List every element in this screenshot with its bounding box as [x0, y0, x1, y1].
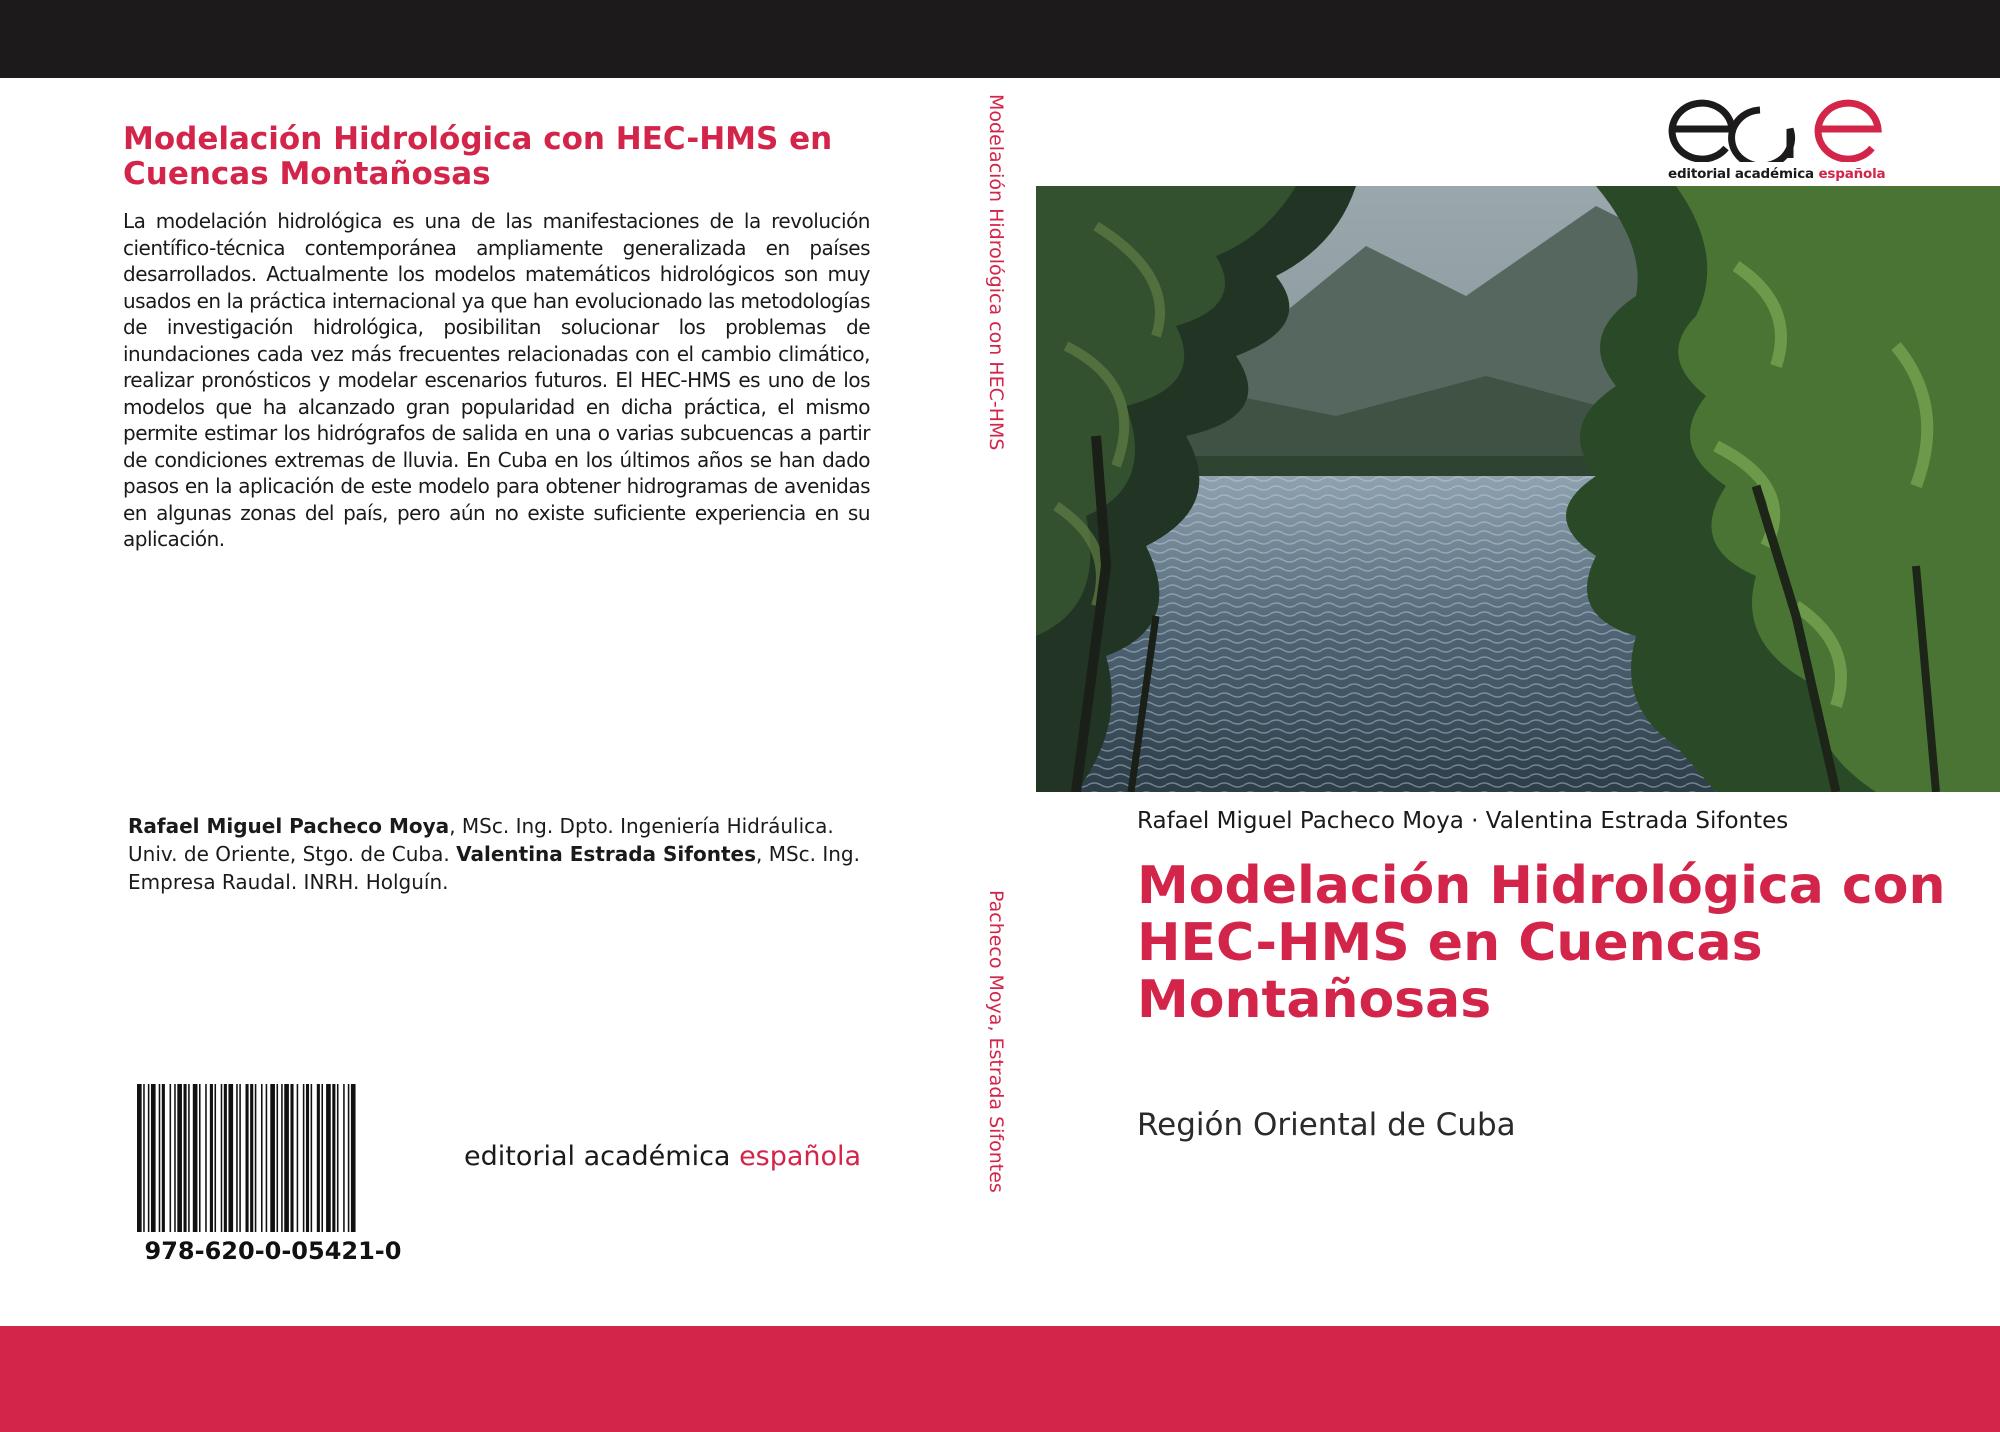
publisher-name-accent: española — [739, 1141, 862, 1172]
cover-photo-lake — [1036, 186, 2000, 792]
spine-authors: Pacheco Moya, Estrada Sifontes — [985, 890, 1007, 1193]
back-cover-publisher — [464, 1140, 874, 1174]
back-cover-author-bio — [128, 812, 868, 896]
front-cover-authors: Rafael Miguel Pacheco Moya · Valentina Estrada Sifontes — [1137, 808, 1789, 834]
author2-affiliation: , MSc. Ing. Empresa Raudal. INRH. Holguín. — [128, 842, 860, 894]
author2-name: Valentina Estrada Sifontes — [456, 842, 756, 866]
back-cover-description: La modelación hidrológica es una de las manifestaciones de la revolución científico-técnica contemporánea ampliamente generalizada en países desarrollados. Actualmente los modelos matemáticos hidrológicos son muy usados en la práctica internacional ya que han evolucionado las metodologías de investigación hidrológica, posibilitan solucionar los problemas de inundaciones cada vez más frecuentes relacionadas con el cambio climático, realizar pronósticos y modelar escenarios futuros. El HEC-HMS es uno de los modelos que ha alcanzado gran popularidad en dicha práctica, el mismo permite estimar los hidrógrafos de salida en una o varias subcuencas a partir de condiciones extremas de lluvia. En Cuba en los últimos años se han dado pasos en la aplicación de este modelo para obtener hidrogramas de avenidas en algunas zonas del país, pero aún no existe suficiente experiencia en su aplicación. — [123, 209, 870, 551]
top-dark-band — [0, 0, 2000, 78]
front-cover-title: Modelación Hidrológica con HEC-HMS en Cuencas Montañosas — [1137, 856, 1946, 1030]
author1-affiliation: , MSc. Ing. Dpto. Ingeniería Hidráulica. Univ. de Oriente, Stgo. de Cuba. — [128, 814, 834, 866]
spine-title: Modelación Hidrológica con HEC-HMS — [985, 94, 1007, 451]
front-cover-subtitle: Región Oriental de Cuba — [1137, 1107, 1516, 1143]
logo-caption — [1668, 166, 1886, 182]
barcode-icon — [137, 1084, 409, 1232]
eae-logo-icon — [1668, 96, 1886, 162]
logo-caption-main: editorial académica — [1668, 166, 1819, 182]
author1-name: Rafael Miguel Pacheco Moya — [128, 814, 450, 838]
publisher-name: editorial académica — [464, 1141, 740, 1172]
back-cover-title: Modelación Hidrológica con HEC-HMS en Cuencas Montañosas — [123, 121, 833, 192]
logo-caption-accent: española — [1818, 166, 1886, 182]
bottom-accent-band — [0, 1326, 2000, 1432]
publisher-logo — [1668, 96, 1886, 186]
isbn-number: 978-620-0-05421-0 — [144, 1237, 402, 1265]
